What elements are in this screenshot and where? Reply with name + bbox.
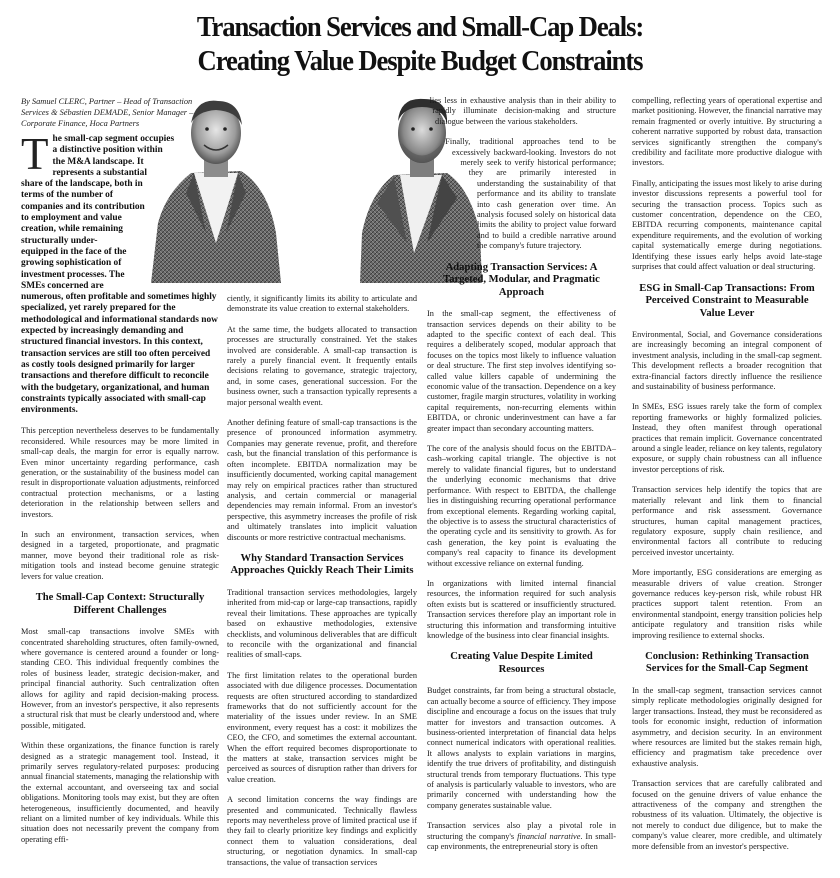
column-1 [21,129,219,855]
emphasis-text: financial narrative [517,831,581,841]
paragraph [427,821,616,852]
paragraph: The core of the analysis should focus on the EBITDA–cash–working capital triangle. The objective is not merely to validate financial figures, but to understand the underlying economic mechanisms that drive performance. With respect to EBITDA, the challenge lies in distinguishing recurring operational performance from exceptional elements. Regarding working capital, the objective is to assess the structural characteristics of the operating cycle and its sensitivity to growth. As for cash generation, the key point is evaluating the company's real capacity to finance its development without excessive reliance on external funding. [427,444,616,568]
paragraph: Most small-cap transactions involve SMEs with concentrated shareholding structures, often family-owned, where governance is centered around a founder or long-standing CEO. This individual frequently combines the roles of business leader, strategic decision-maker, and principal financial authority. Such centralization often allows for agility and rapid decision-making process. However, from an investor's perspective, it also represents a structural risk that must be clearly understood and, where possible, mitigated. [21,627,219,730]
paragraph: Finally, anticipating the issues most likely to arise during investor discussions represents a powerful tool for securing the transaction process. Topics such as customer concentration, dependence on the CEO, EBITDA recurring components, maintenance capital expenditure requirements, and the evolution of working capital systematically emerge during negotiations. Identifying these issues early helps avoid late-stage surprises that could affect valuation or deal structuring. [632,178,822,272]
paragraph: Finally, traditional approaches tend to be excessively backward-looking. Investors do not merely seek to verify historical performance; they are primarily interested in understanding the sustainability of that performance and its ability to translate into cash generation over time. An analysis focused solely on historical data limits the ability to project value forward and to build a credible narrative around the company's future trajectory. [445,137,616,251]
column-3 [427,96,616,862]
drop-cap: T [21,129,49,179]
photo-wrap-spacer [134,134,219,289]
paragraph: compelling, reflecting years of operational expertise and market positioning. However, the financial narrative may remain fragmented or overly intuitive. By structuring a coherent narrative supported by robust data, transaction services significantly strengthen the company's credibility and facilitate more productive dialogue with investors. [632,96,822,168]
section-heading: ESG in Small-Cap Transactions: From Perceived Constraint to Measurable Value Lever [639,282,815,319]
title-line-2: Creating Value Despite Budget Constraints [197,45,643,77]
paragraph: lies less in exhaustive analysis than in their ability to rapidly illuminate decision-making and structure dialogue between the various stakeholders. [429,96,616,126]
paragraph: At the same time, the budgets allocated to transaction processes are structurally constrained. Yet the stakes involved are considerable. A small-cap transaction is rarely a purely financial event. It frequently entails decisions relating to governance, strategic trajectory, and, in some cases, generational succession. For the business owner, such a transaction typically represents a major personal wealth event. [227,324,417,407]
paragraph: In such an environment, transaction services, when designed in a targeted, proportionate, and pragmatic manner, move beyond their traditional role as risk-mitigation tools and instead become genuine strategic levers for value creation. [21,530,219,581]
column-4 [632,96,822,862]
paragraph: Traditional transaction services methodologies, largely inherited from mid-cap or large-cap transactions, rapidly reveal their limitations. These approaches are typically based on exhaustive methodologies, extensive checklists, and voluminous deliverables that are difficult to reconcile with the organizational and financial realities of small-caps. [227,587,417,660]
paragraph: In organizations with limited internal financial resources, the information required for such analysis often exists but is scattered or insufficiently structured. Transaction services therefore play an important role in structuring this information and transforming intuitive knowledge of the business into clear financial insights. [427,578,616,640]
paragraph: In the small-cap segment, the effectiveness of transaction services depends on their ability to be adapted to the specific context of each deal. This requires a deliberately scoped, modular approach that focuses on the topics most likely to influence valuation or deal structure. The first step involves identifying so-called value killers capable of undermining the economic value of the transaction. Dependence on a key customer, fragile margin structures, volatility in working capital requirements, non-recurring elements within EBITDA, or chronic underinvestment can have a far greater impact than secondary accounting matters. [427,309,616,433]
paragraph: In the small-cap segment, transaction services cannot simply replicate methodologies originally designed for larger transactions. Instead, they must be reconsidered as tools for economic insight, reduction of information asymmetry, and decision security. In an environment where resources are limited but the stakes remain high, efficiency and pragmatism take precedence over exhaustive analysis. [632,685,822,768]
byline: By Samuel CLERC, Partner – Head of Transaction Services & Sébastien DEMADE, Senior Manager – Corporate Finance, Hoca Partners [21,97,194,128]
paragraph: Transaction services that are carefully calibrated and focused on the genuine drivers of value enhance the attractiveness of the company and strengthen the robustness of its valuation. Ultimately, the objective is not merely to conduct due diligence, but to make the company's value clearer, more credible, and ultimately more defensible from an investor's perspective. [632,779,822,851]
text-run: . In small-cap environments, the entrepreneurial story is often [427,831,617,852]
paragraph: Budget constraints, far from being a structural obstacle, can actually become a source of efficiency. They impose discipline and encourage a focus on the issues that truly matter for investors and transaction outcomes. A business-oriented interpretation of financial data helps connect numerical indicators with operational realities. It allows analysts to explain variations in margins, identify the true drivers of profitability, and distinguish structural trends from temporary fluctuations. This type of analysis is particularly valuable to investors, who are primarily concerned with understanding how the company generates sustainable value. [427,686,616,810]
section-heading: The Small-Cap Context: Structurally Different Challenges [35,592,205,616]
paragraph: Environmental, Social, and Governance considerations are increasingly becoming an integral component of investment analysis, including in the small-cap segment. This development reflects a broader recognition that extra-financial factors directly influence the resilience and sustainability of business performance. [632,330,822,392]
paragraph: ciently, it significantly limits its ability to articulate and demonstrate its value creation to external stakeholders. [227,294,417,314]
paragraph: Transaction services help identify the topics that are materially relevant and link them to financial performance and risk assessment. Governance structures, human capital management practices, regulatory exposure, supply chain resilience, and environmental factors all contribute to reducing perceived investor uncertainty. [632,485,822,557]
paragraph: More importantly, ESG considerations are emerging as measurable drivers of value creation. Stronger governance reduces key-person risk, while robust HR practices support talent retention. From an environmental standpoint, energy transition policies help anticipate regulatory and transition risks while improving resilience to external shocks. [632,568,822,640]
title-line-1: Transaction Services and Small-Cap Deals: [196,11,644,43]
paragraph: Within these organizations, the finance function is rarely designed as a strategic management tool. Instead, it primarily serves regulatory-related purposes: producing annual financial statements, managing the relationship with the external accountant, and overseeing tax and social obligations. Monitoring tools may exist, but they are often heterogeneous, insufficiently documented, and heavily reliant on a limited number of key individuals. While this situation does not necessarily prevent the company from operating effi- [21,741,219,844]
article-title [34,10,807,78]
section-heading: Conclusion: Rethinking Transaction Services for the Small-Cap Segment [645,650,809,675]
section-heading: Creating Value Despite Limited Resources [450,651,593,675]
column-2 [227,294,417,878]
section-heading: Why Standard Transaction Services Approaches Quickly Reach Their Limits [230,552,414,577]
paragraph: This perception nevertheless deserves to be fundamentally reconsidered. While resources may be more limited in small-cap deals, the margin for error is equally narrow. Even minor uncertainty regarding performance, cash generation, or the sustainability of the business model can result in disproportionate valuation adjustments, reinforced contractual protection mechanisms, or a lasting deterioration in the relationship between sellers and investors. [21,426,219,519]
text-run: Transaction services also play a pivotal role in structuring the company's [427,821,616,841]
paragraph: In SMEs, ESG issues rarely take the form of complex reporting frameworks or highly formalized policies. Instead, they often manifest through operational practices that remain implicit. Governance concentrated around a single leader, reliance on key talents, regulatory exposure, or supply chain robustness can all influence investor perceptions of risk. [632,402,822,474]
paragraph: Another defining feature of small-cap transactions is the presence of pronounced information asymmetry. Companies may generate revenue, profit, and therefore cash, but the financial translation of this performance is often incomplete. EBITDA normalization may be insufficiently documented, working capital management may rely on empirical practices rather than structured analysis, and certain commercial or managerial dependencies may remain informal. From an investor's perspective, this asymmetry increases the profile of risk and ultimately translates into implicit valuation discounts or more restrictive contractual mechanisms. [227,418,417,542]
paragraph: A second limitation concerns the way findings are presented and communicated. Technically flawless reports may nevertheless prove of limited practical use if they fail to clearly prioritize key findings and explicitly connect them to valuation considerations, deal structuring, or negotiation dynamics. In small-cap transactions, the value of transaction services [227,795,417,867]
section-heading: Adapting Transaction Services: A Targeted, Modular, and Pragmatic Approach [443,261,600,298]
paragraph: The first limitation relates to the operational burden associated with due diligence processes. Documentation requests are often structured according to standardized frameworks that do not sufficiently account for the materiality of the issues under review. In an SME environment, every request has a cost: it mobilizes the CEO, the CFO, and sometimes the external accountant. When the effort required becomes disproportionate to the matters at stake, transaction services might be perceived as sources of disruption rather than drivers for value creation. [227,670,417,784]
lead-text: he small-cap segment occupies a distinctive position within the M&A landscape. It represents a substantial share of the landscape, both in terms of the number of companies and its contribution to employment and value creation, while remaining structurally under-equipped in the face of the growing sophistication of investment processes. The SMEs concerned are numerous, often profitable and sometimes highly specialized, yet rarely prepared for the methodological and informational standards now expected by increasingly demanding and structured financial investors. In this context, transaction services are still too often perceived as costly tools designed primarily for larger transactions and therefore difficult to reconcile with the budgetary, organizational, and human constraints typically associated with small-cap environments. [21,134,218,416]
